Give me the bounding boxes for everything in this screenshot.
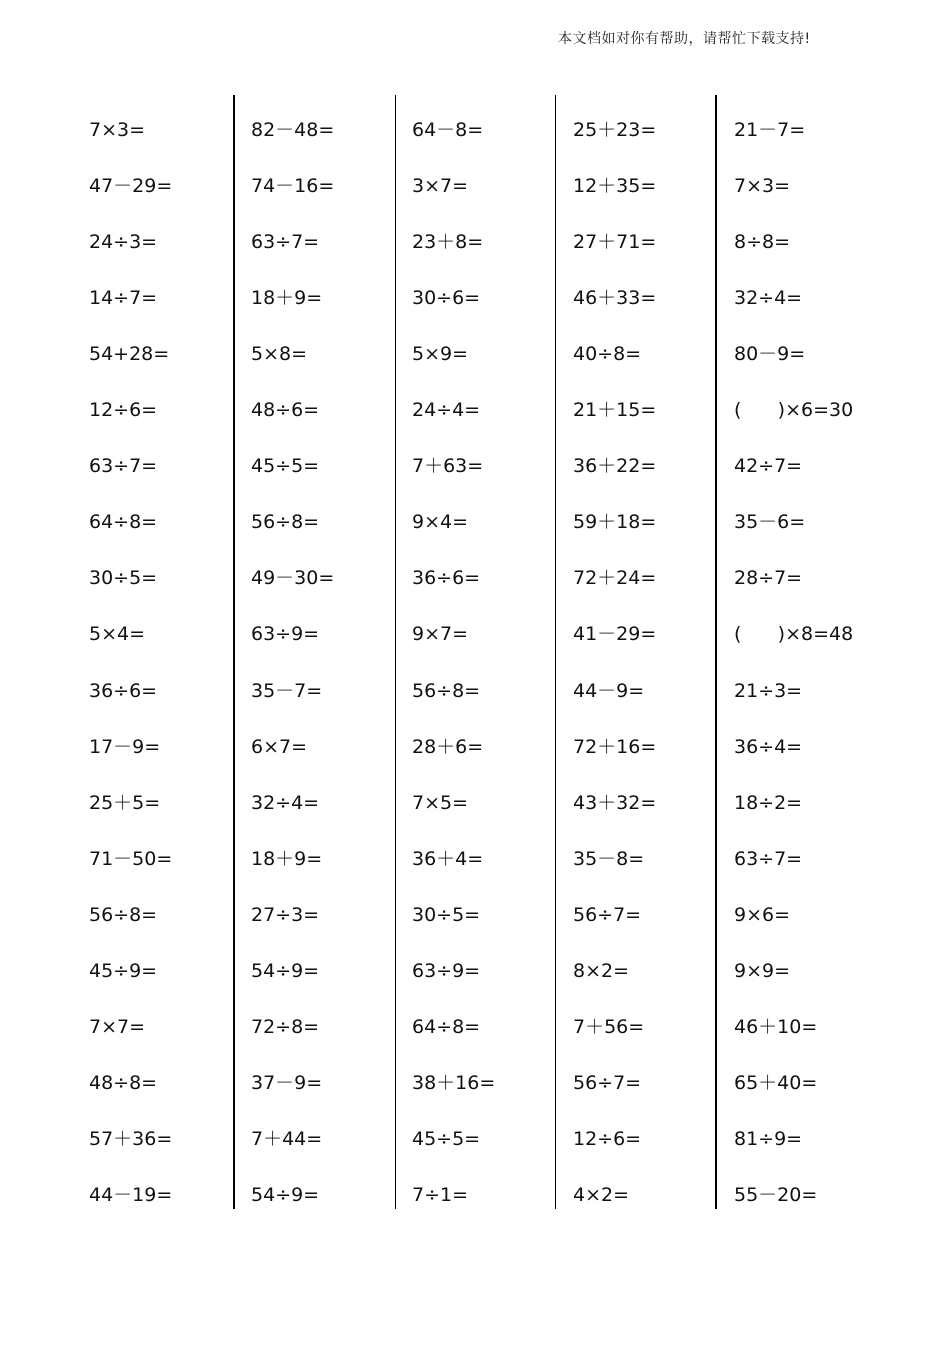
math-problem: 30÷5= bbox=[412, 903, 481, 926]
math-problem: 63÷7= bbox=[734, 847, 803, 870]
math-problem: 46＋33= bbox=[573, 287, 657, 310]
math-problem: 44－9= bbox=[573, 679, 645, 702]
math-problem: 72＋16= bbox=[573, 735, 657, 758]
math-problem: 27÷3= bbox=[251, 903, 320, 926]
math-problem: 12÷6= bbox=[89, 399, 158, 422]
math-problem: 12＋35= bbox=[573, 175, 657, 198]
math-problem: 56÷8= bbox=[251, 511, 320, 534]
math-problem: 49－30= bbox=[251, 567, 335, 590]
math-problem: 21－7= bbox=[734, 119, 806, 141]
math-problem: 32÷4= bbox=[734, 287, 803, 310]
math-problem: 25＋5= bbox=[89, 791, 161, 814]
math-problem: 82－48= bbox=[251, 119, 335, 141]
math-problem: 9×9= bbox=[734, 959, 791, 982]
math-problem: 44－19= bbox=[89, 1183, 173, 1206]
math-problem: 12÷6= bbox=[573, 1127, 642, 1150]
header-note: 本文档如对你有帮助，请帮忙下载支持! bbox=[558, 31, 811, 47]
math-problem: 63÷7= bbox=[251, 231, 320, 254]
math-problem: 6×7= bbox=[251, 735, 308, 758]
math-problem: 35－8= bbox=[573, 847, 645, 870]
math-problem: 46＋10= bbox=[734, 1015, 818, 1038]
math-problem: 45÷5= bbox=[251, 455, 320, 478]
math-problem: 48÷8= bbox=[89, 1071, 158, 1094]
math-problem: 38＋16= bbox=[412, 1071, 496, 1094]
math-problem: 30÷6= bbox=[412, 287, 481, 310]
math-problem: 27＋71= bbox=[573, 231, 657, 254]
math-problem: 64－8= bbox=[412, 119, 484, 141]
math-problem: 42÷7= bbox=[734, 455, 803, 478]
math-problem: 80－9= bbox=[734, 343, 806, 366]
math-problem: 18÷2= bbox=[734, 791, 803, 814]
math-problem: 5×8= bbox=[251, 343, 308, 366]
worksheet bbox=[72, 95, 877, 1209]
math-problem: 3×7= bbox=[412, 175, 469, 198]
math-problem: 72＋24= bbox=[573, 567, 657, 590]
problem-column-1 bbox=[89, 95, 229, 1209]
math-problem: 18＋9= bbox=[251, 847, 323, 870]
math-problem: 81÷9= bbox=[734, 1127, 803, 1150]
math-problem: 74－16= bbox=[251, 175, 335, 198]
math-problem: 45÷5= bbox=[412, 1127, 481, 1150]
math-problem: 24÷4= bbox=[412, 399, 481, 422]
math-problem: 7×7= bbox=[89, 1015, 146, 1038]
math-problem: 45÷9= bbox=[89, 959, 158, 982]
math-problem: 25＋23= bbox=[573, 119, 657, 141]
math-problem: 40÷8= bbox=[573, 343, 642, 366]
math-problem: 63÷9= bbox=[412, 959, 481, 982]
math-problem: 63÷9= bbox=[251, 623, 320, 646]
math-problem: 17－9= bbox=[89, 735, 161, 758]
math-problem: 21÷3= bbox=[734, 679, 803, 702]
math-problem: 7＋56= bbox=[573, 1015, 645, 1038]
math-problem: 72÷8= bbox=[251, 1015, 320, 1038]
math-problem: 55－20= bbox=[734, 1183, 818, 1206]
math-problem: 47－29= bbox=[89, 175, 173, 198]
math-problem: 32÷4= bbox=[251, 791, 320, 814]
math-problem: 28＋6= bbox=[412, 735, 484, 758]
math-problem: 36＋4= bbox=[412, 847, 484, 870]
math-problem: 64÷8= bbox=[89, 511, 158, 534]
math-problem: 9×6= bbox=[734, 903, 791, 926]
math-problem: 35－6= bbox=[734, 511, 806, 534]
math-problem: 4×2= bbox=[573, 1183, 630, 1206]
math-problem: 8×2= bbox=[573, 959, 630, 982]
math-problem: 63÷7= bbox=[89, 455, 158, 478]
math-problem: 9×7= bbox=[412, 623, 469, 646]
math-problem: 36＋22= bbox=[573, 455, 657, 478]
problem-column-5 bbox=[734, 95, 874, 1209]
math-problem: 65＋40= bbox=[734, 1071, 818, 1094]
math-problem: 54+28= bbox=[89, 343, 170, 366]
problem-column-2 bbox=[251, 95, 391, 1209]
math-problem: 71－50= bbox=[89, 847, 173, 870]
problem-column-4 bbox=[573, 95, 713, 1209]
math-problem: 48÷6= bbox=[251, 399, 320, 422]
math-problem: 7＋44= bbox=[251, 1127, 323, 1150]
math-problem: 56÷8= bbox=[412, 679, 481, 702]
math-problem: 9×4= bbox=[412, 511, 469, 534]
math-problem: 24÷3= bbox=[89, 231, 158, 254]
math-problem: 28÷7= bbox=[734, 567, 803, 590]
column-divider bbox=[555, 95, 556, 1209]
math-problem: 7×3= bbox=[734, 175, 791, 198]
math-problem: 41－29= bbox=[573, 623, 657, 646]
math-problem: 36÷6= bbox=[89, 679, 158, 702]
math-problem: 14÷7= bbox=[89, 287, 158, 310]
math-problem: 5×4= bbox=[89, 623, 146, 646]
math-problem: 7×3= bbox=[89, 119, 146, 141]
math-problem: 7＋63= bbox=[412, 455, 484, 478]
problem-column-3 bbox=[412, 95, 552, 1209]
math-problem: 64÷8= bbox=[412, 1015, 481, 1038]
math-problem: 35－7= bbox=[251, 679, 323, 702]
column-divider bbox=[233, 95, 235, 1209]
math-problem: 36÷6= bbox=[412, 567, 481, 590]
math-problem: 7×5= bbox=[412, 791, 469, 814]
math-problem: 56÷7= bbox=[573, 903, 642, 926]
math-problem: 8÷8= bbox=[734, 231, 791, 254]
math-problem: ( )×6=30 bbox=[734, 399, 854, 422]
math-problem: 59＋18= bbox=[573, 511, 657, 534]
math-problem: 54÷9= bbox=[251, 959, 320, 982]
math-problem: 54÷9= bbox=[251, 1183, 320, 1206]
math-problem: 30÷5= bbox=[89, 567, 158, 590]
column-divider bbox=[715, 95, 717, 1209]
math-problem: ( )×8=48 bbox=[734, 623, 854, 646]
math-problem: 5×9= bbox=[412, 343, 469, 366]
math-problem: 37－9= bbox=[251, 1071, 323, 1094]
math-problem: 7÷1= bbox=[412, 1183, 469, 1206]
math-problem: 23＋8= bbox=[412, 231, 484, 254]
math-problem: 18＋9= bbox=[251, 287, 323, 310]
math-problem: 57＋36= bbox=[89, 1127, 173, 1150]
math-problem: 21＋15= bbox=[573, 399, 657, 422]
math-problem: 43＋32= bbox=[573, 791, 657, 814]
math-problem: 56÷8= bbox=[89, 903, 158, 926]
math-problem: 36÷4= bbox=[734, 735, 803, 758]
math-problem: 56÷7= bbox=[573, 1071, 642, 1094]
column-divider bbox=[395, 95, 396, 1209]
